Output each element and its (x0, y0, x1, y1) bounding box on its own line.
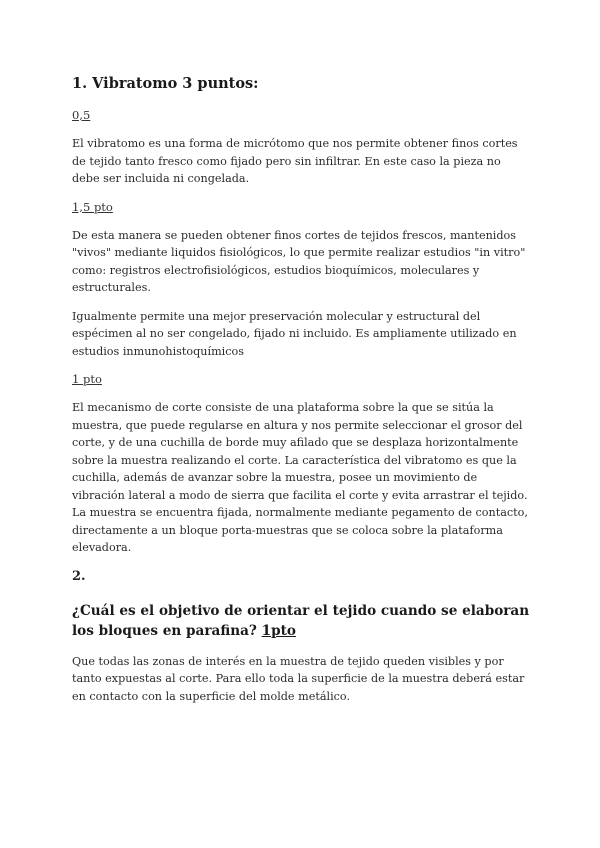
section-2-question (72, 601, 530, 641)
paragraph-b1: De esta manera se pueden obtener finos cortes de tejidos frescos, mantenidos "vivos" mediante liquidos fisiológicos, lo que permite realizar estudios "in vitro" como: registros electrofisiológicos, estudios bioquímicos, moleculares y estructurales. (72, 228, 526, 294)
score-label-b: 1,5 pto (72, 199, 113, 214)
answer-paragraph: Que todas las zonas de interés en la muestra de tejido queden visibles y por tanto expuestas al corte. Para ello toda la superficie de la muestra deberá estar en contacto con la superficie del molde metálico. (72, 654, 525, 703)
question-text: ¿Cuál es el objetivo de orientar el tejido cuando se elaboran los bloques en parafina? (72, 602, 530, 639)
question-points: 1pto (261, 622, 296, 639)
paragraph-a: El vibratomo es una forma de micrótomo que nos permite obtener finos cortes de tejido tanto fresco como fijado pero sin infiltrar. En este caso la pieza no debe ser incluida ni congelada. (72, 137, 518, 185)
paragraph-c: El mecanismo de corte consiste de una plataforma sobre la que se sitúa la muestra, que puede regularse en altura y nos permite seleccionar el grosor del corte, y de una cuchilla de borde muy afilado que se desplaza horizontalmente sobre la muestra realizando el corte. La característica del vibratomo es que la cuchilla, además de avanzar sobre la muestra, posee un movimiento de vibración lateral a modo de sierra que facilita el corte y evita arrastrar el tejido. La muestra se encuentra fijada, normalmente mediante pegamento de contacto, directamente a un bloque porta-muestras que se coloca sobre la plataforma elevadora. (72, 401, 528, 554)
section-1-title: 1. Vibratomo 3 puntos: (72, 75, 259, 92)
score-label-a: 0,5 (72, 108, 91, 122)
score-label-c: 1 pto (72, 372, 102, 386)
document-content (72, 74, 530, 716)
paragraph-b2: Igualmente permite una mejor preservación molecular y estructural del espécimen al no ser congelado, fijado ni incluido. Es ampliamente utilizado en estudios inmunohistoquímicos (72, 309, 517, 358)
section-2-number: 2. (72, 568, 86, 584)
